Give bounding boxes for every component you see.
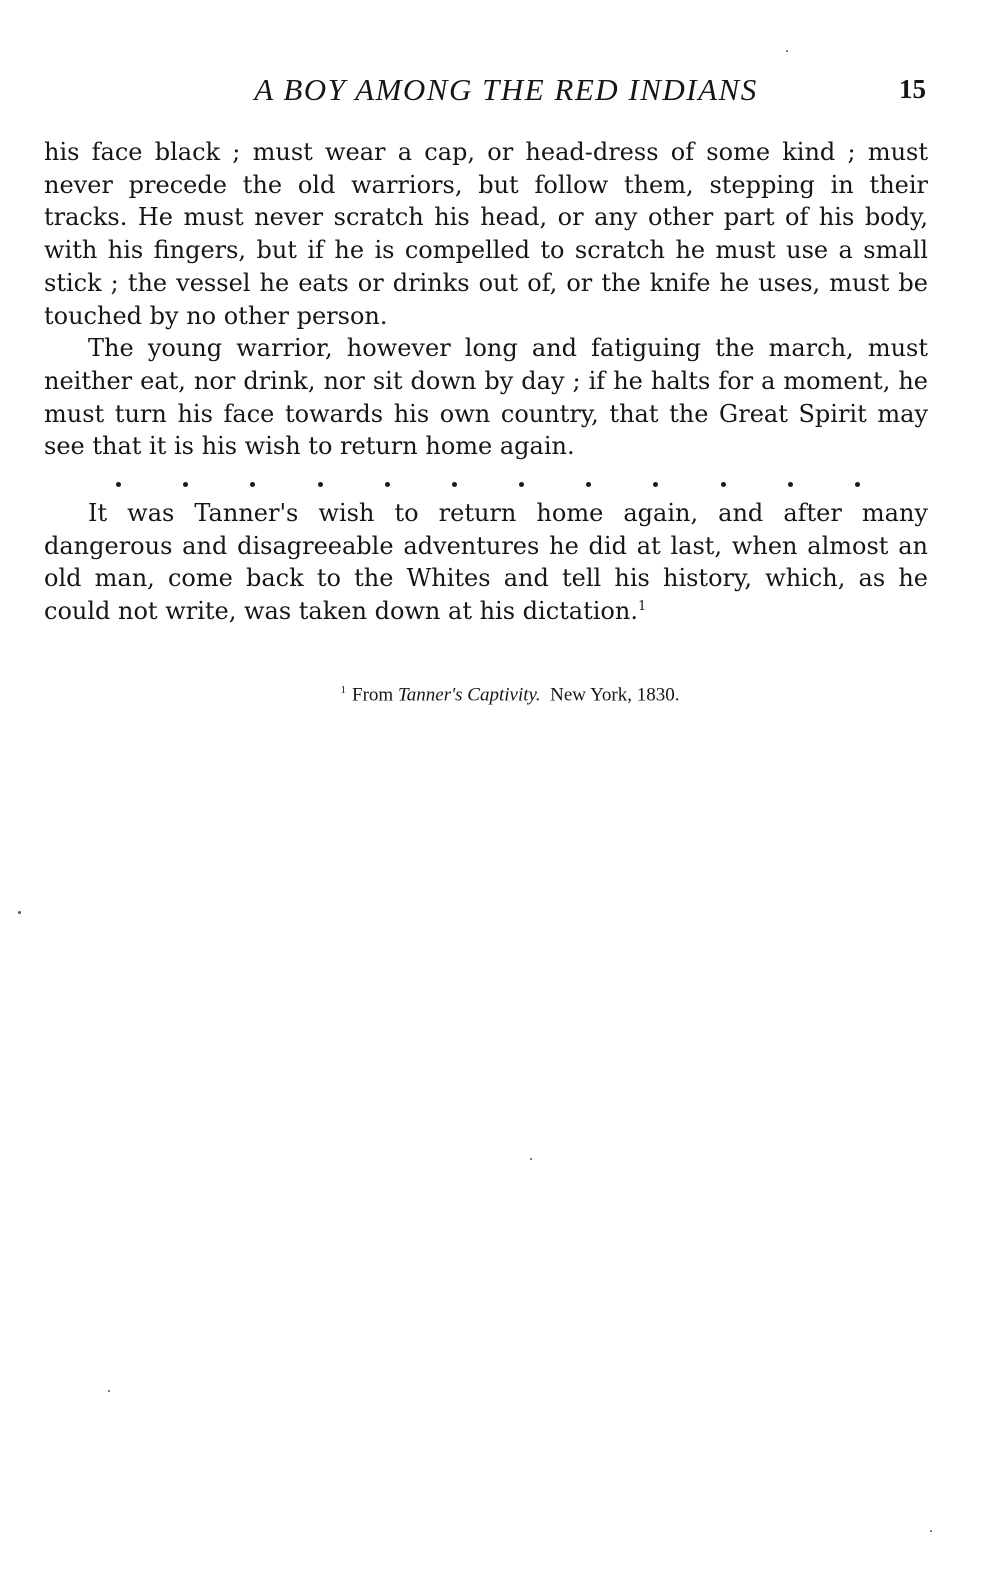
separator-dot — [385, 482, 390, 487]
paragraph-tanner — [44, 497, 928, 628]
footnote-number: 1 — [340, 684, 346, 696]
footnote-book-title: Tanner's Captivity. — [397, 684, 541, 706]
separator-dot — [586, 482, 591, 487]
paper-speck — [930, 1530, 932, 1532]
paper-speck — [786, 50, 788, 52]
page-number: 15 — [899, 74, 926, 104]
paragraph-tanner-text: It was Tanner's wish to return home again, and after many dangerous and disagreeable adventures he did at last, when almost an old man, come back to the Whites and tell his history, which, as he could not write, was taken down at his dictation. — [44, 499, 928, 626]
separator-dot — [116, 482, 121, 487]
paragraph-continued: his face black ; must wear a cap, or head-dress of some kind ; must never precede the old warriors, but follow them, stepping in their tracks. He must never scratch his head, or any other part of his body, with his fingers, but if he is compelled to scratch he must use a small stick ; the vessel he eats or drinks out of, or the knife he uses, must be touched by no other person. — [44, 138, 928, 330]
separator-dot — [318, 482, 323, 487]
separator-dot — [855, 482, 860, 487]
footnote-publication: New York, 1830. — [550, 684, 680, 706]
ellipsis-separator — [44, 463, 928, 497]
running-head — [44, 72, 928, 112]
separator-dot — [788, 482, 793, 487]
running-title: A BOY AMONG THE RED INDIANS — [254, 72, 758, 107]
separator-dot — [721, 482, 726, 487]
body-text — [44, 136, 928, 628]
separator-dot — [653, 482, 658, 487]
separator-dot — [250, 482, 255, 487]
paper-speck — [108, 1390, 110, 1392]
separator-dot — [183, 482, 188, 487]
footnote-reference[interactable]: 1 — [637, 599, 647, 615]
paper-speck — [18, 911, 21, 914]
paragraph-young-warrior: The young warrior, however long and fatiguing the march, must neither eat, nor drink, nor sit down by day ; if he halts for a moment, he must turn his face towards his own country, that the Great Spirit may see that it is his wish to return home again. — [44, 334, 928, 461]
separator-dot — [452, 482, 457, 487]
separator-dot — [519, 482, 524, 487]
footnote — [0, 684, 1000, 706]
paper-speck — [530, 1158, 532, 1160]
footnote-prefix: From — [352, 684, 394, 706]
